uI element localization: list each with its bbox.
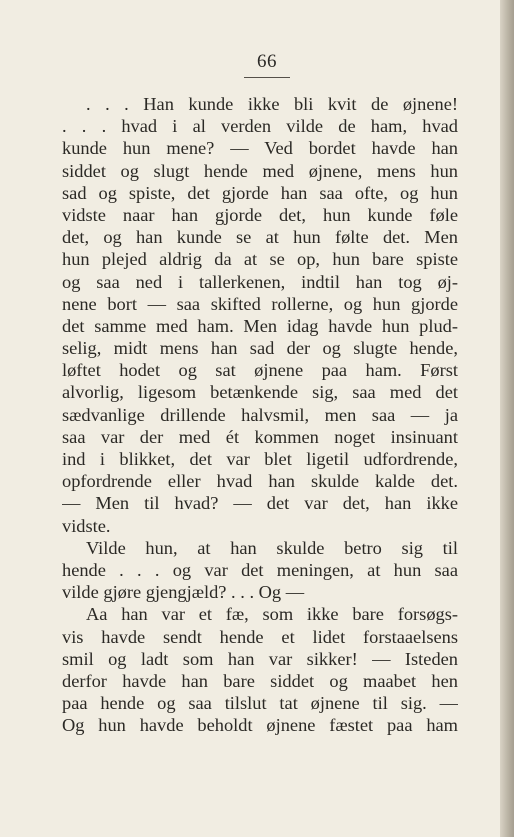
- text-line: Aa han var et fæ, som ikke bare forsøgs-: [86, 604, 458, 625]
- text-line: paa hende og saa tilslut tat øjnene til sig. —: [62, 693, 458, 714]
- text-line: det samme med ham. Men idag havde hun plud-: [62, 315, 458, 336]
- text-line: selig, midt mens han sad der og slugte hende,: [62, 338, 458, 359]
- text-line: og saa ned i tallerkenen, indtil han tog øj-: [62, 271, 458, 292]
- text-line: Vilde hun, at han skulde betro sig til: [86, 537, 458, 558]
- text-line: vis havde sendt hende et lidet forstaaelsens: [62, 626, 458, 647]
- text-line: vidste naar han gjorde det, hun kunde føle: [62, 204, 458, 225]
- text-line: . . . Han kunde ikke bli kvit de øjnene!: [86, 94, 458, 114]
- text-line: vidste.: [62, 515, 111, 536]
- text-line: det, og han kunde se at hun følte det. Men: [62, 227, 458, 248]
- text-line: nene bort — saa skifted rollerne, og hun gjorde: [62, 293, 458, 314]
- text-line: Og hun havde beholdt øjnene fæstet paa ham: [62, 715, 458, 736]
- text-line: kunde hun mene? — Ved bordet havde han: [62, 138, 458, 159]
- text-line: saa var der med ét kommen noget insinuant: [62, 426, 458, 447]
- text-line: smil og ladt som han var sikker! — Isteden: [62, 648, 458, 669]
- header-rule: [244, 77, 290, 78]
- text-line: hun plejed aldrig da at se op, hun bare spiste: [62, 249, 458, 270]
- text-line: vilde gjøre gjengjæld? . . . Og —: [62, 582, 305, 603]
- text-line: alvorlig, ligesom betænkende sig, saa med det: [62, 382, 458, 403]
- page-edge-shadow: [500, 0, 514, 837]
- text-line: løftet hodet og sat øjnene paa ham. Først: [62, 360, 458, 381]
- body-text: [62, 93, 458, 736]
- text-line: sad og spiste, det gjorde han saa ofte, og hun: [62, 182, 458, 203]
- text-line: ind i blikket, det var blet ligetil udfordrende,: [62, 449, 458, 469]
- text-line: . . . hvad i al verden vilde de ham, hvad: [62, 116, 458, 137]
- text-line: sædvanlige drillende halvsmil, men saa — ja: [62, 404, 458, 425]
- text-line: siddet og slugt hende med øjnene, mens hun: [62, 160, 458, 181]
- text-line: hende . . . og var det meningen, at hun saa: [62, 559, 458, 580]
- page-number: 66: [257, 51, 277, 72]
- text-line: opfordrende eller hvad han skulde kalde det.: [62, 471, 458, 492]
- text-line: derfor havde han bare siddet og maabet hen: [62, 670, 458, 691]
- text-line: — Men til hvad? — det var det, han ikke: [62, 493, 458, 514]
